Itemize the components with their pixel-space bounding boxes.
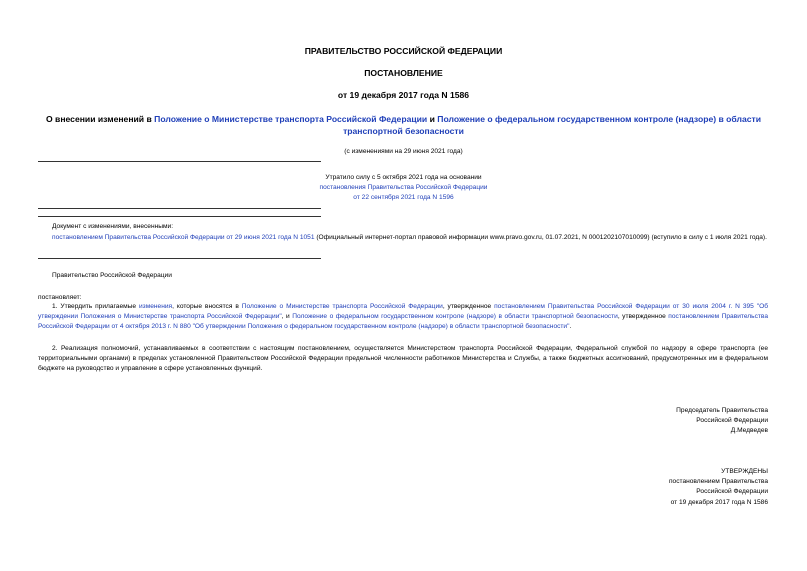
approved-country: Российской Федерации xyxy=(696,488,768,496)
p1-link-changes[interactable]: изменения xyxy=(139,303,173,310)
signature-name: Д.Медведев xyxy=(730,427,768,435)
approved-date: от 19 декабря 2017 года N 1586 xyxy=(670,498,768,506)
p1-link-resolution-395[interactable]: постановлением Правительства Российской Федерации от 30 июля 2004 г. N 395 "Об утверждении Положения о Министерстве транспорта Российской Федерации" xyxy=(38,303,768,321)
repeal-link-resolution[interactable]: постановления Правительства Российской Федерации xyxy=(319,184,488,191)
repeal-notice: Утратило силу с 5 октября 2021 года на основании xyxy=(325,174,482,181)
p1-text-a: 1. Утвердить прилагаемые xyxy=(52,303,139,310)
divider xyxy=(38,208,321,209)
p1-text-c: , утвержденное xyxy=(442,303,495,310)
paragraph-2 xyxy=(38,344,768,375)
divider xyxy=(38,216,321,217)
p2-text: 2. Реализация полномочий, устанавливаемых в соответствии с настоящим постановлением, осуществляется Министерством транспорта Российской Федерации, Федеральной службой по надзору в сфере транспорта (ее территориальными органами) в пределах установленной Правительством Российской Федерации предельной численности работников Министерства и Службы, а также бюджетных ассигнований, предусмотренных им в федеральном бюджете на руководство и управление в сфере установленных функций. xyxy=(38,345,768,373)
signature-title: Председатель Правительства xyxy=(676,407,768,414)
divider xyxy=(38,161,321,162)
document-date-heading: от 19 декабря 2017 года N 1586 xyxy=(337,90,470,100)
actor-line: Правительство Российской Федерации xyxy=(52,272,172,279)
repeal-link-date[interactable]: от 22 сентября 2021 года N 1596 xyxy=(353,194,454,201)
p1-text-f: . xyxy=(569,323,572,331)
approved-by: постановлением Правительства xyxy=(668,478,768,486)
p1-link-ministry-regulation[interactable]: Положение о Министерстве транспорта Российской Федерации xyxy=(241,303,443,310)
p1-text-e: , утвержденное xyxy=(617,313,669,321)
paragraph-1 xyxy=(38,302,768,333)
approved-heading: УТВЕРЖДЕНЫ xyxy=(721,468,768,475)
title-prefix: О внесении изменений в xyxy=(45,114,155,124)
p1-link-control-regulation[interactable]: Положение о федеральном государственном контроле (надзоре) в области транспортной безопасности xyxy=(292,313,618,321)
document-type-heading: ПОСТАНОВЛЕНИЕ xyxy=(364,68,443,78)
changes-link-resolution-1051[interactable]: постановлением Правительства Российской Федерации от 29 июня 2021 года N 1051 xyxy=(52,234,315,241)
p1-link-resolution-880[interactable]: постановлением Правительства Российской Федерации от 4 октября 2013 г. N 880 "Об утверждении Положения о федеральном государственном контроле (надзоре) в области транспортной безопасности" xyxy=(38,313,768,331)
edition-note: (с изменениями на 29 июня 2021 года) xyxy=(344,148,463,155)
government-heading: ПРАВИТЕЛЬСТВО РОССИЙСКОЙ ФЕДЕРАЦИИ xyxy=(304,46,503,56)
p1-text-b: , которые вносятся в xyxy=(172,303,242,310)
signature-block xyxy=(676,406,768,437)
p1-text-d: , и xyxy=(281,313,293,321)
decides-line: постановляет: xyxy=(38,294,82,301)
divider xyxy=(38,258,321,259)
document-title xyxy=(40,113,767,137)
title-link-control-regulation[interactable]: Положение о федеральном государственном контроле (надзоре) в области транспортной безопасности xyxy=(343,114,762,136)
changes-source: (Официальный интернет-портал правовой информации www.pravo.gov.ru, 01.07.2021, N 0001202107010099) (вступило в силу с 1 июля 2021 года). xyxy=(314,234,767,241)
changes-heading: Документ с изменениями, внесенными: xyxy=(52,223,174,230)
signature-country: Российской Федерации xyxy=(696,417,768,425)
title-link-ministry-regulation[interactable]: Положение о Министерстве транспорта Российской Федерации xyxy=(154,114,428,124)
changes-paragraph xyxy=(38,233,768,243)
approval-stamp xyxy=(669,467,768,508)
title-mid: и xyxy=(427,114,438,124)
